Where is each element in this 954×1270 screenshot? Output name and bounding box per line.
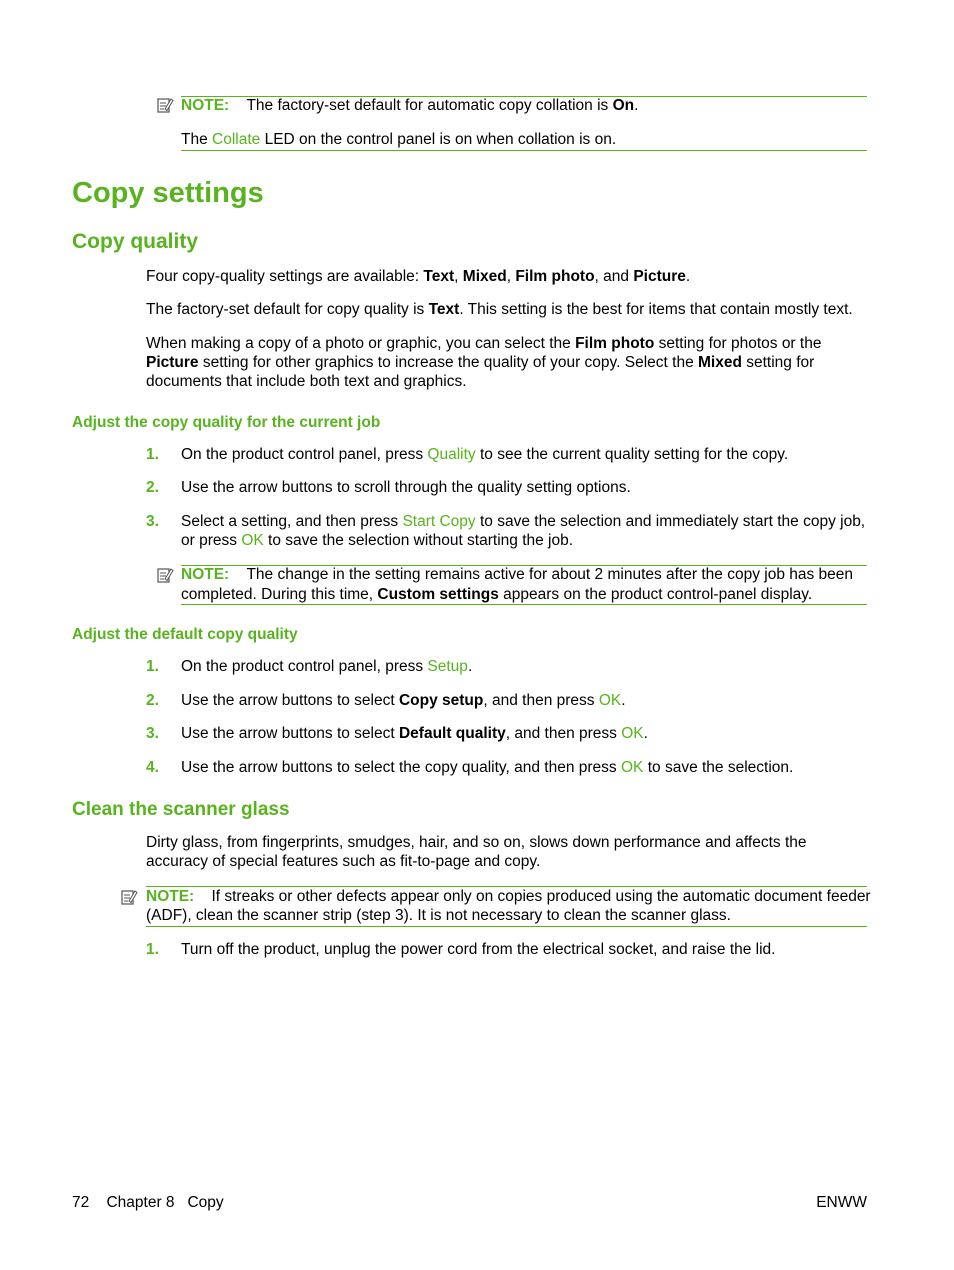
text-run: . This setting is the best for items that contain mostly text.: [459, 301, 853, 318]
text-bold: Default quality: [398, 725, 506, 742]
note-text-bold: On: [612, 97, 635, 114]
note-text: [181, 565, 871, 605]
text-run: Four copy-quality settings are available:: [146, 268, 424, 285]
text-run: .: [643, 725, 648, 742]
note-label: NOTE:: [181, 566, 230, 583]
note-icon: [156, 566, 174, 584]
text-run: ,: [454, 268, 463, 285]
text-bold: Picture: [633, 268, 686, 285]
ok-link: OK: [621, 759, 644, 776]
step-number: 1.: [146, 941, 159, 958]
text-bold: Picture: [146, 354, 199, 371]
note-bottom-rule: [181, 150, 867, 151]
paragraph: [146, 300, 871, 319]
text-run: .: [467, 658, 473, 675]
step-text: [181, 445, 871, 464]
note-bottom-rule: [181, 604, 867, 605]
note-text-part: LED on the control panel is on when collation is on.: [260, 131, 617, 148]
footer-left: [72, 1193, 224, 1212]
text-run: to save the selection and immediately start the copy job, or press: [181, 513, 866, 549]
text-run: setting for other graphics to increase the quality of your copy. Select the: [198, 354, 698, 371]
text-run: Select a setting, and then press: [181, 513, 403, 530]
step-number: 2.: [146, 479, 159, 496]
step-number: 1.: [146, 446, 159, 463]
note-bottom-rule: [146, 926, 867, 927]
note-text-part: .: [634, 97, 639, 114]
step-number: 3.: [146, 725, 159, 742]
ok-link: OK: [598, 692, 622, 709]
step-text: [181, 512, 871, 550]
note-text: [146, 887, 871, 925]
step-text: [181, 691, 871, 710]
text-run: to save the selection.: [643, 759, 794, 776]
page-number: 72: [72, 1194, 90, 1211]
quality-link: Quality: [427, 446, 476, 463]
text-run: The factory-set default for copy quality is: [146, 301, 429, 318]
text-run: On the product control panel, press: [181, 446, 428, 463]
text-run: Use the arrow buttons to select: [181, 692, 399, 709]
text-run: to see the current quality setting for the copy.: [475, 446, 789, 463]
note-label: NOTE:: [146, 888, 195, 905]
paragraph: Dirty glass, from fingerprints, smudges, hair, and so on, slows down performance and affects the accuracy of special features such as fit-to-page and copy.: [146, 834, 807, 870]
paragraph: [146, 334, 871, 391]
text-bold: Mixed: [462, 268, 507, 285]
text-run: On the product control panel, press: [181, 658, 428, 675]
text-run: The change in the setting remains active for about 2 minutes after the copy job has been completed. During this time,: [181, 566, 854, 603]
setup-link: Setup: [427, 658, 468, 675]
text-run: If streaks or other defects appear only on copies produced using the automatic document feeder (ADF), clean the scanner strip (step 3). It is not necessary to clean the scanner glass.: [146, 888, 871, 924]
start-copy-link: Start Copy: [402, 513, 476, 530]
subheading-adjust-current: Adjust the copy quality for the current job: [72, 414, 381, 431]
text-run: .: [621, 692, 626, 709]
section-heading-copy-quality: Copy quality: [72, 230, 199, 253]
text-run: Use the arrow buttons to scroll through the quality setting options.: [181, 479, 631, 496]
note-text: [181, 130, 871, 149]
text-run: ,: [506, 268, 516, 285]
step-number: 4.: [146, 759, 159, 776]
text-bold: Copy setup: [398, 692, 484, 709]
text-bold: Mixed: [698, 354, 742, 371]
text-run: setting for documents that include both text and graphics.: [146, 354, 815, 390]
text-run: Use the arrow buttons to select: [181, 725, 399, 742]
footer-right: ENWW: [816, 1194, 867, 1211]
text-run: setting for photos or the: [654, 335, 822, 352]
subheading-adjust-default: Adjust the default copy quality: [72, 626, 298, 643]
text-bold: Film photo: [575, 335, 655, 352]
collate-link: Collate: [212, 131, 261, 148]
step-text: [181, 940, 871, 959]
text-run: , and then press: [483, 692, 599, 709]
note-icon: [156, 96, 174, 114]
text-run: , and then press: [505, 725, 622, 742]
text-bold: Film photo: [515, 268, 595, 285]
text-run: appears on the product control-panel display.: [498, 586, 813, 603]
footer-chapter: Chapter 8: [106, 1194, 175, 1211]
note-label: NOTE:: [181, 97, 230, 114]
step-text: [181, 478, 871, 497]
text-bold: Text: [423, 268, 455, 285]
text-run: , and: [594, 268, 634, 285]
step-number: 3.: [146, 513, 159, 530]
step-text: [181, 657, 871, 676]
text-run: .: [685, 268, 691, 285]
text-run: When making a copy of a photo or graphic, you can select the: [146, 335, 576, 352]
paragraph: [146, 267, 871, 286]
step-text: [181, 724, 871, 743]
text-bold: Text: [428, 301, 460, 318]
note-text: [181, 96, 871, 115]
text-run: Use the arrow buttons to select the copy quality, and then press: [181, 759, 621, 776]
step-text: [181, 758, 871, 777]
text-run: to save the selection without starting the job.: [263, 532, 574, 549]
step-number: 1.: [146, 658, 159, 675]
text-run: Turn off the product, unplug the power cord from the electrical socket, and raise the lid.: [181, 941, 776, 958]
ok-link: OK: [621, 725, 644, 742]
step-number: 2.: [146, 692, 159, 709]
ok-link: OK: [241, 532, 264, 549]
note-text-part: The: [181, 131, 213, 148]
text-bold: Custom settings: [377, 586, 499, 603]
note-text-part: The factory-set default for automatic copy collation is: [246, 97, 613, 114]
note-icon: [120, 888, 138, 906]
page-title: Copy settings: [72, 177, 264, 209]
section-heading-clean: Clean the scanner glass: [72, 799, 290, 820]
footer-section: Copy: [187, 1194, 224, 1211]
